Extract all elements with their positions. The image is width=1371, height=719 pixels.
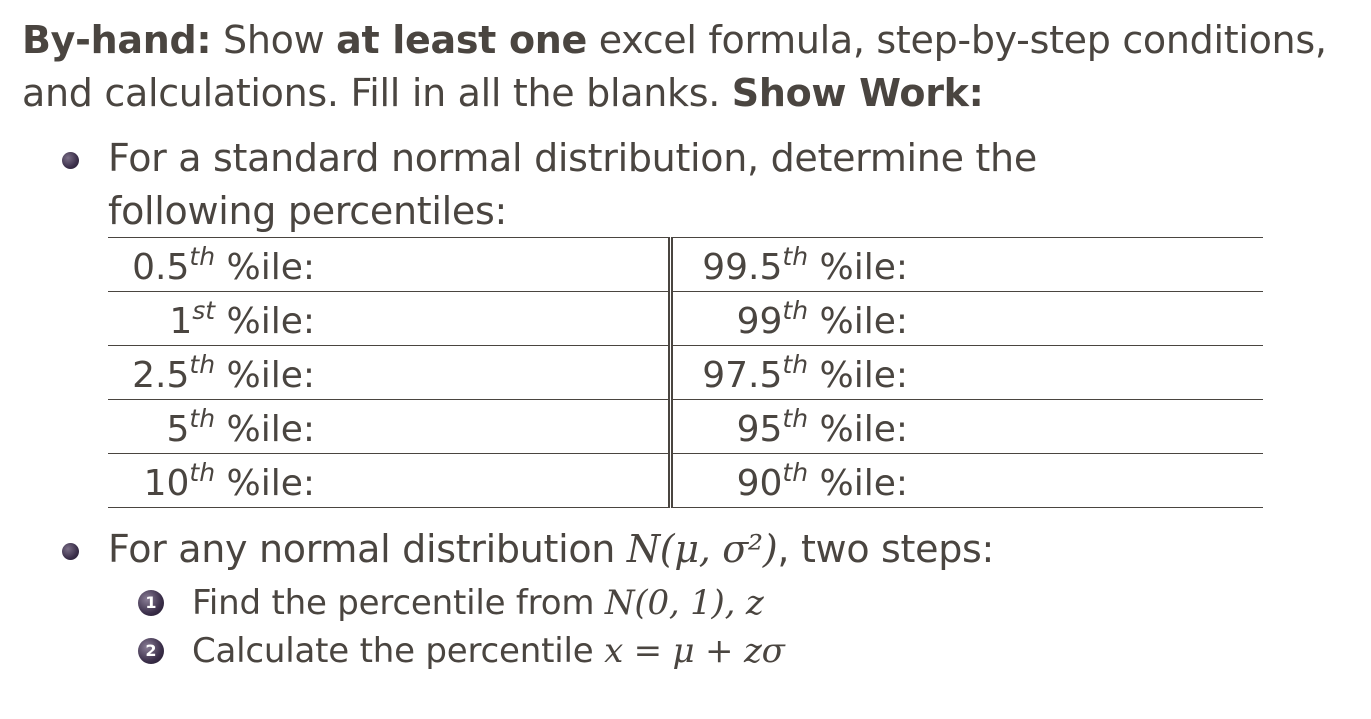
intro-show-work: Show Work: — [731, 71, 984, 115]
right-percentile-label — [671, 346, 909, 400]
bullet-any-normal-tail: , two steps: — [777, 527, 995, 571]
intro-text-2: excel formula, step-by-step conditions, and calculations. Fill in all the blanks. — [22, 18, 1327, 115]
step-find-percentile — [192, 580, 764, 626]
intro-paragraph — [22, 14, 1342, 120]
left-answer-blank[interactable] — [315, 346, 671, 400]
left-percentile-number: 10 — [143, 462, 190, 504]
right-percentile-label — [671, 400, 909, 454]
left-percentile-label — [108, 400, 315, 454]
right-percentile-suffix: %ile: — [819, 408, 908, 450]
intro-text-1: Show — [211, 18, 337, 62]
left-percentile-label — [108, 346, 315, 400]
step-number-icon: 1 — [138, 590, 164, 616]
percentile-row — [108, 238, 1263, 292]
right-answer-blank[interactable] — [908, 292, 1263, 346]
right-percentile-number: 99 — [736, 300, 783, 342]
step-number-icon: 2 — [138, 638, 164, 664]
right-percentile-label — [671, 292, 909, 346]
bullet-icon — [62, 152, 79, 169]
right-answer-blank[interactable] — [908, 346, 1263, 400]
right-answer-blank[interactable] — [908, 454, 1263, 508]
right-percentile-label — [671, 454, 909, 508]
percentile-row — [108, 454, 1263, 508]
left-percentile-ordinal: th — [189, 349, 216, 379]
right-percentile-number: 90 — [736, 462, 783, 504]
right-percentile-suffix: %ile: — [819, 462, 908, 504]
right-percentile-suffix: %ile: — [819, 246, 908, 288]
left-percentile-suffix: %ile: — [226, 246, 315, 288]
left-percentile-label — [108, 454, 315, 508]
right-answer-blank[interactable] — [908, 400, 1263, 454]
right-percentile-ordinal: th — [782, 295, 809, 325]
right-answer-blank[interactable] — [908, 238, 1263, 292]
left-percentile-ordinal: th — [189, 403, 216, 433]
right-percentile-ordinal: th — [782, 241, 809, 271]
left-percentile-number: 1 — [169, 300, 193, 342]
step-2-text: Calculate the percentile — [192, 631, 605, 671]
right-percentile-ordinal: th — [782, 403, 809, 433]
right-percentile-number: 97.5 — [702, 354, 783, 396]
right-percentile-ordinal: th — [782, 457, 809, 487]
right-percentile-suffix: %ile: — [819, 300, 908, 342]
left-percentile-ordinal: th — [189, 241, 216, 271]
left-percentile-label — [108, 238, 315, 292]
left-answer-blank[interactable] — [315, 292, 671, 346]
left-percentile-ordinal: th — [189, 457, 216, 487]
step-calculate-percentile — [192, 628, 785, 674]
percentile-row — [108, 400, 1263, 454]
left-percentile-suffix: %ile: — [226, 408, 315, 450]
step-1-math: N(0, 1), z — [604, 583, 764, 623]
bullet-any-normal — [108, 523, 1108, 576]
intro-emphasis: at least one — [336, 18, 587, 62]
bullet-any-normal-text: For any normal distribution — [108, 527, 627, 571]
left-percentile-label — [108, 292, 315, 346]
left-percentile-number: 2.5 — [132, 354, 190, 396]
right-percentile-ordinal: th — [782, 349, 809, 379]
left-percentile-suffix: %ile: — [226, 300, 315, 342]
step-2-math: x = μ + zσ — [604, 631, 785, 671]
left-percentile-suffix: %ile: — [226, 354, 315, 396]
percentile-row — [108, 292, 1263, 346]
right-percentile-suffix: %ile: — [819, 354, 908, 396]
right-percentile-number: 95 — [736, 408, 783, 450]
left-percentile-ordinal: st — [192, 295, 216, 325]
bullet-icon — [62, 543, 79, 560]
intro-lead: By-hand: — [22, 18, 212, 62]
percentile-table — [108, 237, 1263, 508]
left-percentile-suffix: %ile: — [226, 462, 315, 504]
bullet-standard-normal: For a standard normal distribution, determine the following percentiles: — [108, 136, 1037, 233]
left-percentile-number: 5 — [166, 408, 190, 450]
left-answer-blank[interactable] — [315, 400, 671, 454]
normal-notation: N(μ, σ²) — [626, 527, 778, 571]
right-percentile-number: 99.5 — [702, 246, 783, 288]
left-answer-blank[interactable] — [315, 238, 671, 292]
right-percentile-label — [671, 238, 909, 292]
left-answer-blank[interactable] — [315, 454, 671, 508]
percentile-row — [108, 346, 1263, 400]
left-percentile-number: 0.5 — [132, 246, 190, 288]
step-1-text: Find the percentile from — [192, 583, 605, 623]
